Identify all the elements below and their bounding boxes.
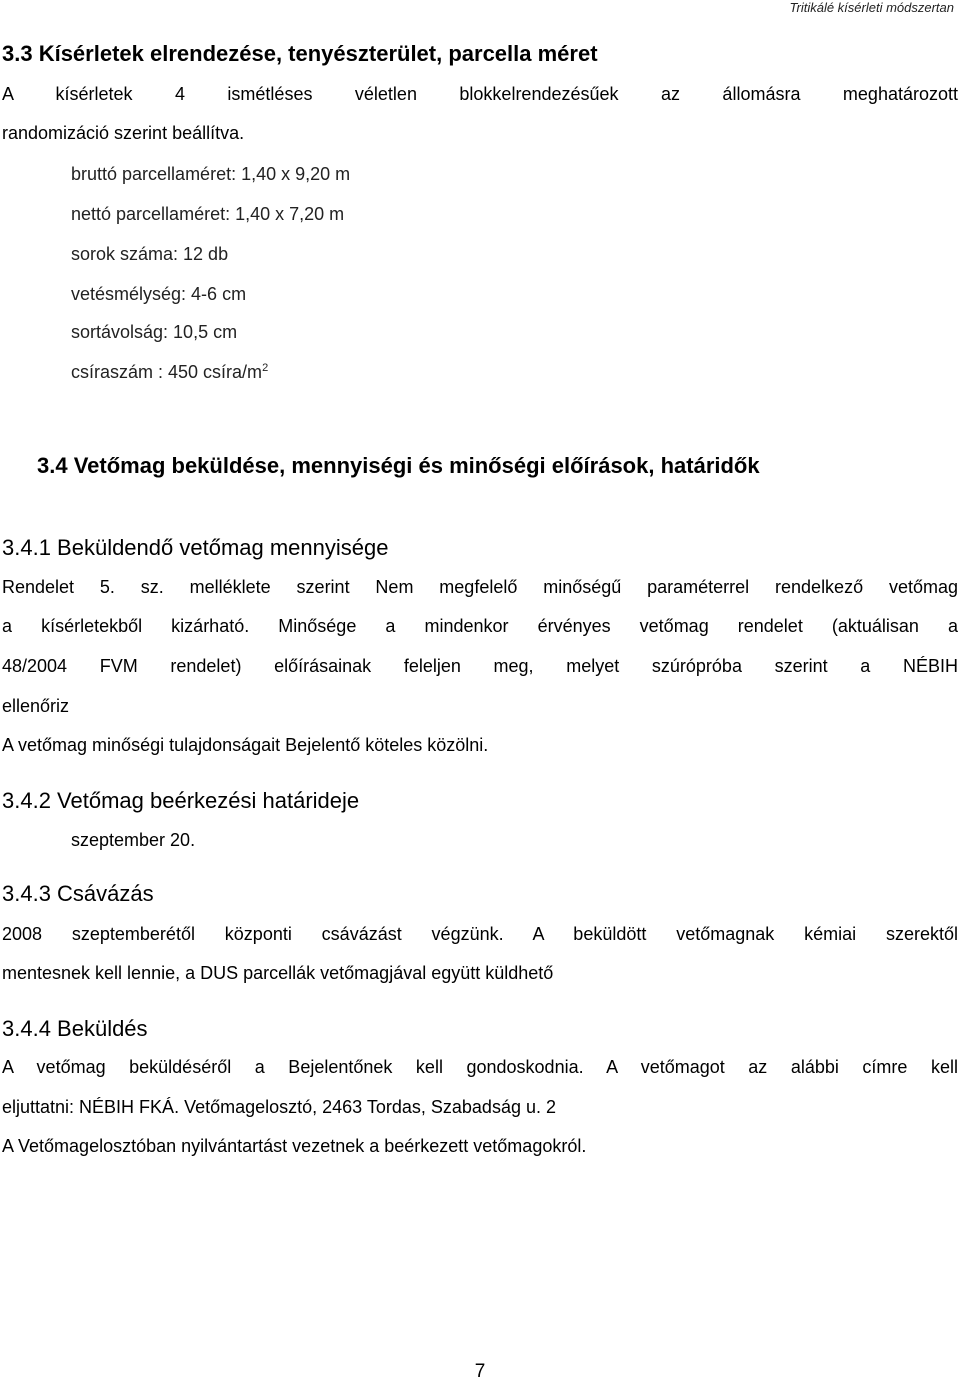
running-header: Tritikálé kísérleti módszertan <box>789 0 954 15</box>
sec341-line-4: ellenőriz <box>2 696 70 716</box>
section-3-4-2-heading: 3.4.2 Vetőmag beérkezési határideje <box>2 788 360 813</box>
sec341-line-2: a kísérletekből kizárható. Minősége a mindenkor érvényes vetőmag rendelet (aktuálisan a <box>2 616 958 636</box>
deadline-date: szeptember 20. <box>71 830 196 850</box>
section-3-4-1-heading: 3.4.1 Beküldendő vetőmag mennyisége <box>2 535 389 560</box>
spec-item-row-spacing: sortávolság: 10,5 cm <box>71 322 238 342</box>
sec341-line-5: A vetőmag minőségi tulajdonságait Bejelentő köteles közölni. <box>2 735 489 755</box>
germ-count-exponent: 2 <box>262 362 269 374</box>
sec33-para-line-2: randomizáció szerint beállítva. <box>2 123 245 143</box>
section-3-3-heading: 3.3 Kísérletek elrendezése, tenyészterület, parcella méret <box>2 41 598 66</box>
sec33-para-line-1: A kísérletek 4 ismétléses véletlen blokkelrendezésűek az állomásra meghatározott <box>2 84 958 104</box>
sec344-line-2: eljuttatni: NÉBIH FKÁ. Vetőmagelosztó, 2463 Tordas, Szabadság u. 2 <box>2 1097 556 1117</box>
sec341-line-3: 48/2004 FVM rendelet) előírásainak feleljen meg, melyet szúrópróba szerint a NÉBIH <box>2 656 958 676</box>
section-3-4-3-heading: 3.4.3 Csávázás <box>2 881 154 906</box>
sec344-line-1: A vetőmag beküldéséről a Bejelentőnek kell gondoskodnia. A vetőmagot az alábbi címre kell <box>2 1057 958 1077</box>
spec-item-sowing-depth: vetésmélység: 4-6 cm <box>71 284 247 304</box>
sec344-line-3: A Vetőmagelosztóban nyilvántartást vezetnek a beérkezett vetőmagokról. <box>2 1136 587 1156</box>
sec341-line-1: Rendelet 5. sz. melléklete szerint Nem megfelelő minőségű paraméterrel rendelkező vetőmag <box>2 577 958 597</box>
page-number: 7 <box>474 1361 486 1382</box>
spec-item-gross-plot: bruttó parcellaméret: 1,40 x 9,20 m <box>71 164 351 184</box>
sec343-line-1: 2008 szeptemberétől központi csávázást végzünk. A beküldött vetőmagnak kémiai szerektől <box>2 924 958 944</box>
section-3-4-heading: 3.4 Vetőmag beküldése, mennyiségi és minőségi előírások, határidők <box>37 453 760 478</box>
spec-item-net-plot: nettó parcellaméret: 1,40 x 7,20 m <box>71 204 345 224</box>
spec-item-germ-count <box>71 362 268 383</box>
spec-item-row-count: sorok száma: 12 db <box>71 244 229 264</box>
section-3-4-4-heading: 3.4.4 Beküldés <box>2 1016 148 1041</box>
germ-count-label: csíraszám : 450 csíra/m <box>71 362 263 382</box>
sec343-line-2: mentesnek kell lennie, a DUS parcellák vetőmagjával együtt küldhető <box>2 963 554 983</box>
